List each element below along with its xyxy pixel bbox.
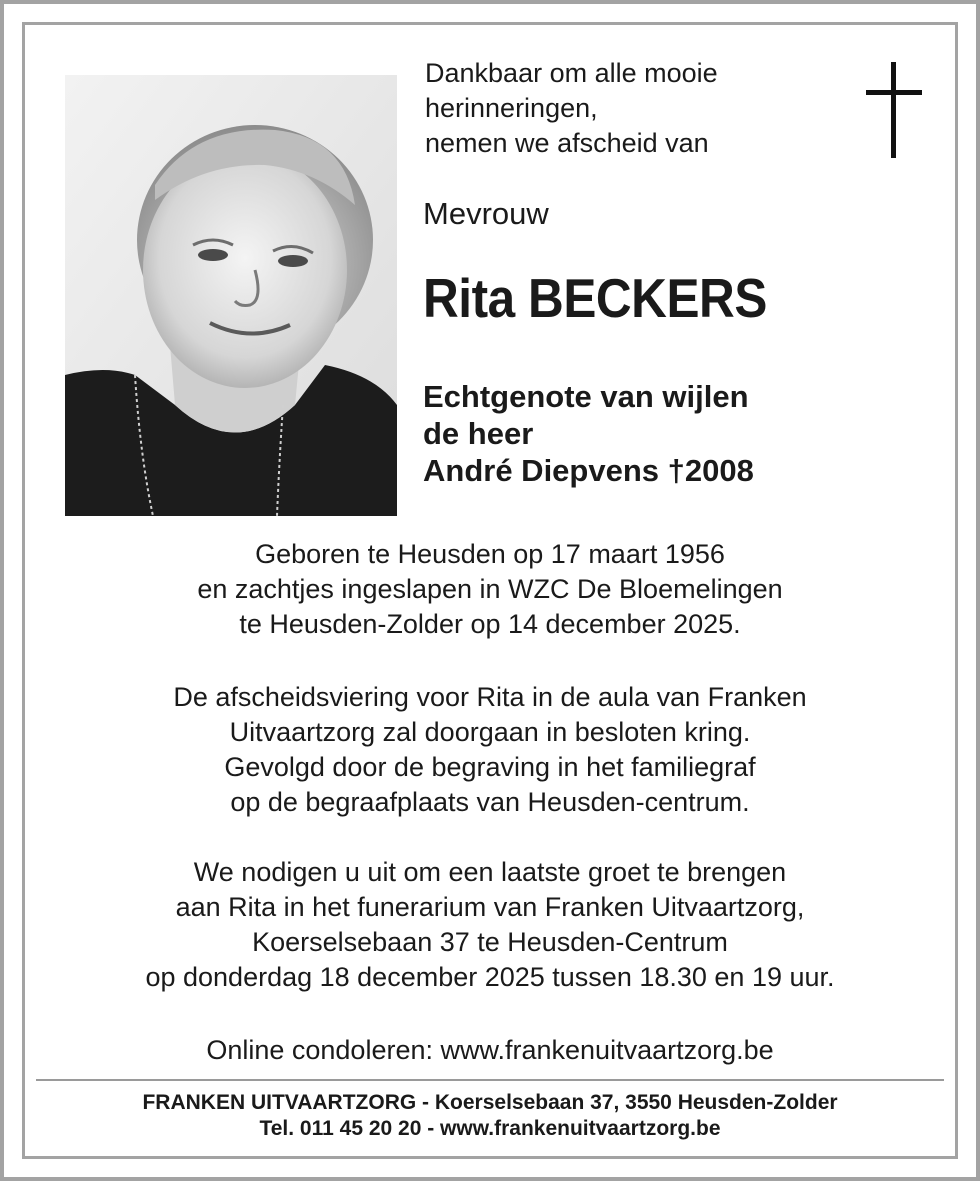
ceremony-paragraph (40, 680, 940, 820)
portrait-photo (65, 75, 397, 516)
footer-address: FRANKEN UITVAARTZORG - Koerselsebaan 37, 3550 Heusden-Zolder (142, 1091, 838, 1114)
footer-divider (36, 1079, 944, 1081)
birth-death-paragraph (40, 537, 940, 642)
cross-icon (864, 60, 924, 160)
intro-line-1: Dankbaar om alle mooie (425, 58, 718, 88)
deceased-name: Rita BECKERS (423, 267, 767, 329)
spouse-line-1: Echtgenote van wijlen (423, 379, 749, 414)
visitation-line: op donderdag 18 december 2025 tussen 18.30 en 19 uur. (145, 962, 835, 992)
spouse-info (423, 378, 943, 489)
footer (36, 1090, 944, 1142)
spouse-line-2: de heer (423, 416, 534, 451)
birth-death-line: Geboren te Heusden op 17 maart 1956 (255, 539, 725, 569)
birth-death-line: en zachtjes ingeslapen in WZC De Bloemelingen (197, 574, 783, 604)
portrait-illustration (65, 75, 397, 516)
condolence-line: Online condoleren: www.frankenuitvaartzorg.be (206, 1035, 774, 1065)
visitation-line: Koerselsebaan 37 te Heusden-Centrum (252, 927, 728, 957)
intro-line-3: nemen we afscheid van (425, 128, 709, 158)
visitation-line: We nodigen u uit om een laatste groet te brengen (193, 857, 787, 887)
visitation-line: aan Rita in het funerarium van Franken Uitvaartzorg, (175, 892, 805, 922)
ceremony-line: De afscheidsviering voor Rita in de aula van Franken (173, 682, 807, 712)
intro-text (425, 56, 805, 161)
footer-contact: Tel. 011 45 20 20 - www.frankenuitvaartzorg.be (259, 1117, 721, 1140)
ceremony-line: Uitvaartzorg zal doorgaan in besloten kring. (229, 717, 751, 747)
intro-line-2: herinneringen, (425, 93, 598, 123)
spouse-line-3: André Diepvens †2008 (423, 453, 754, 488)
birth-death-line: te Heusden-Zolder op 14 december 2025. (239, 609, 741, 639)
ceremony-line: op de begraafplaats van Heusden-centrum. (230, 787, 750, 817)
visitation-paragraph (40, 855, 940, 995)
ceremony-line: Gevolgd door de begraving in het familiegraf (224, 752, 756, 782)
honorific: Mevrouw (423, 196, 549, 231)
